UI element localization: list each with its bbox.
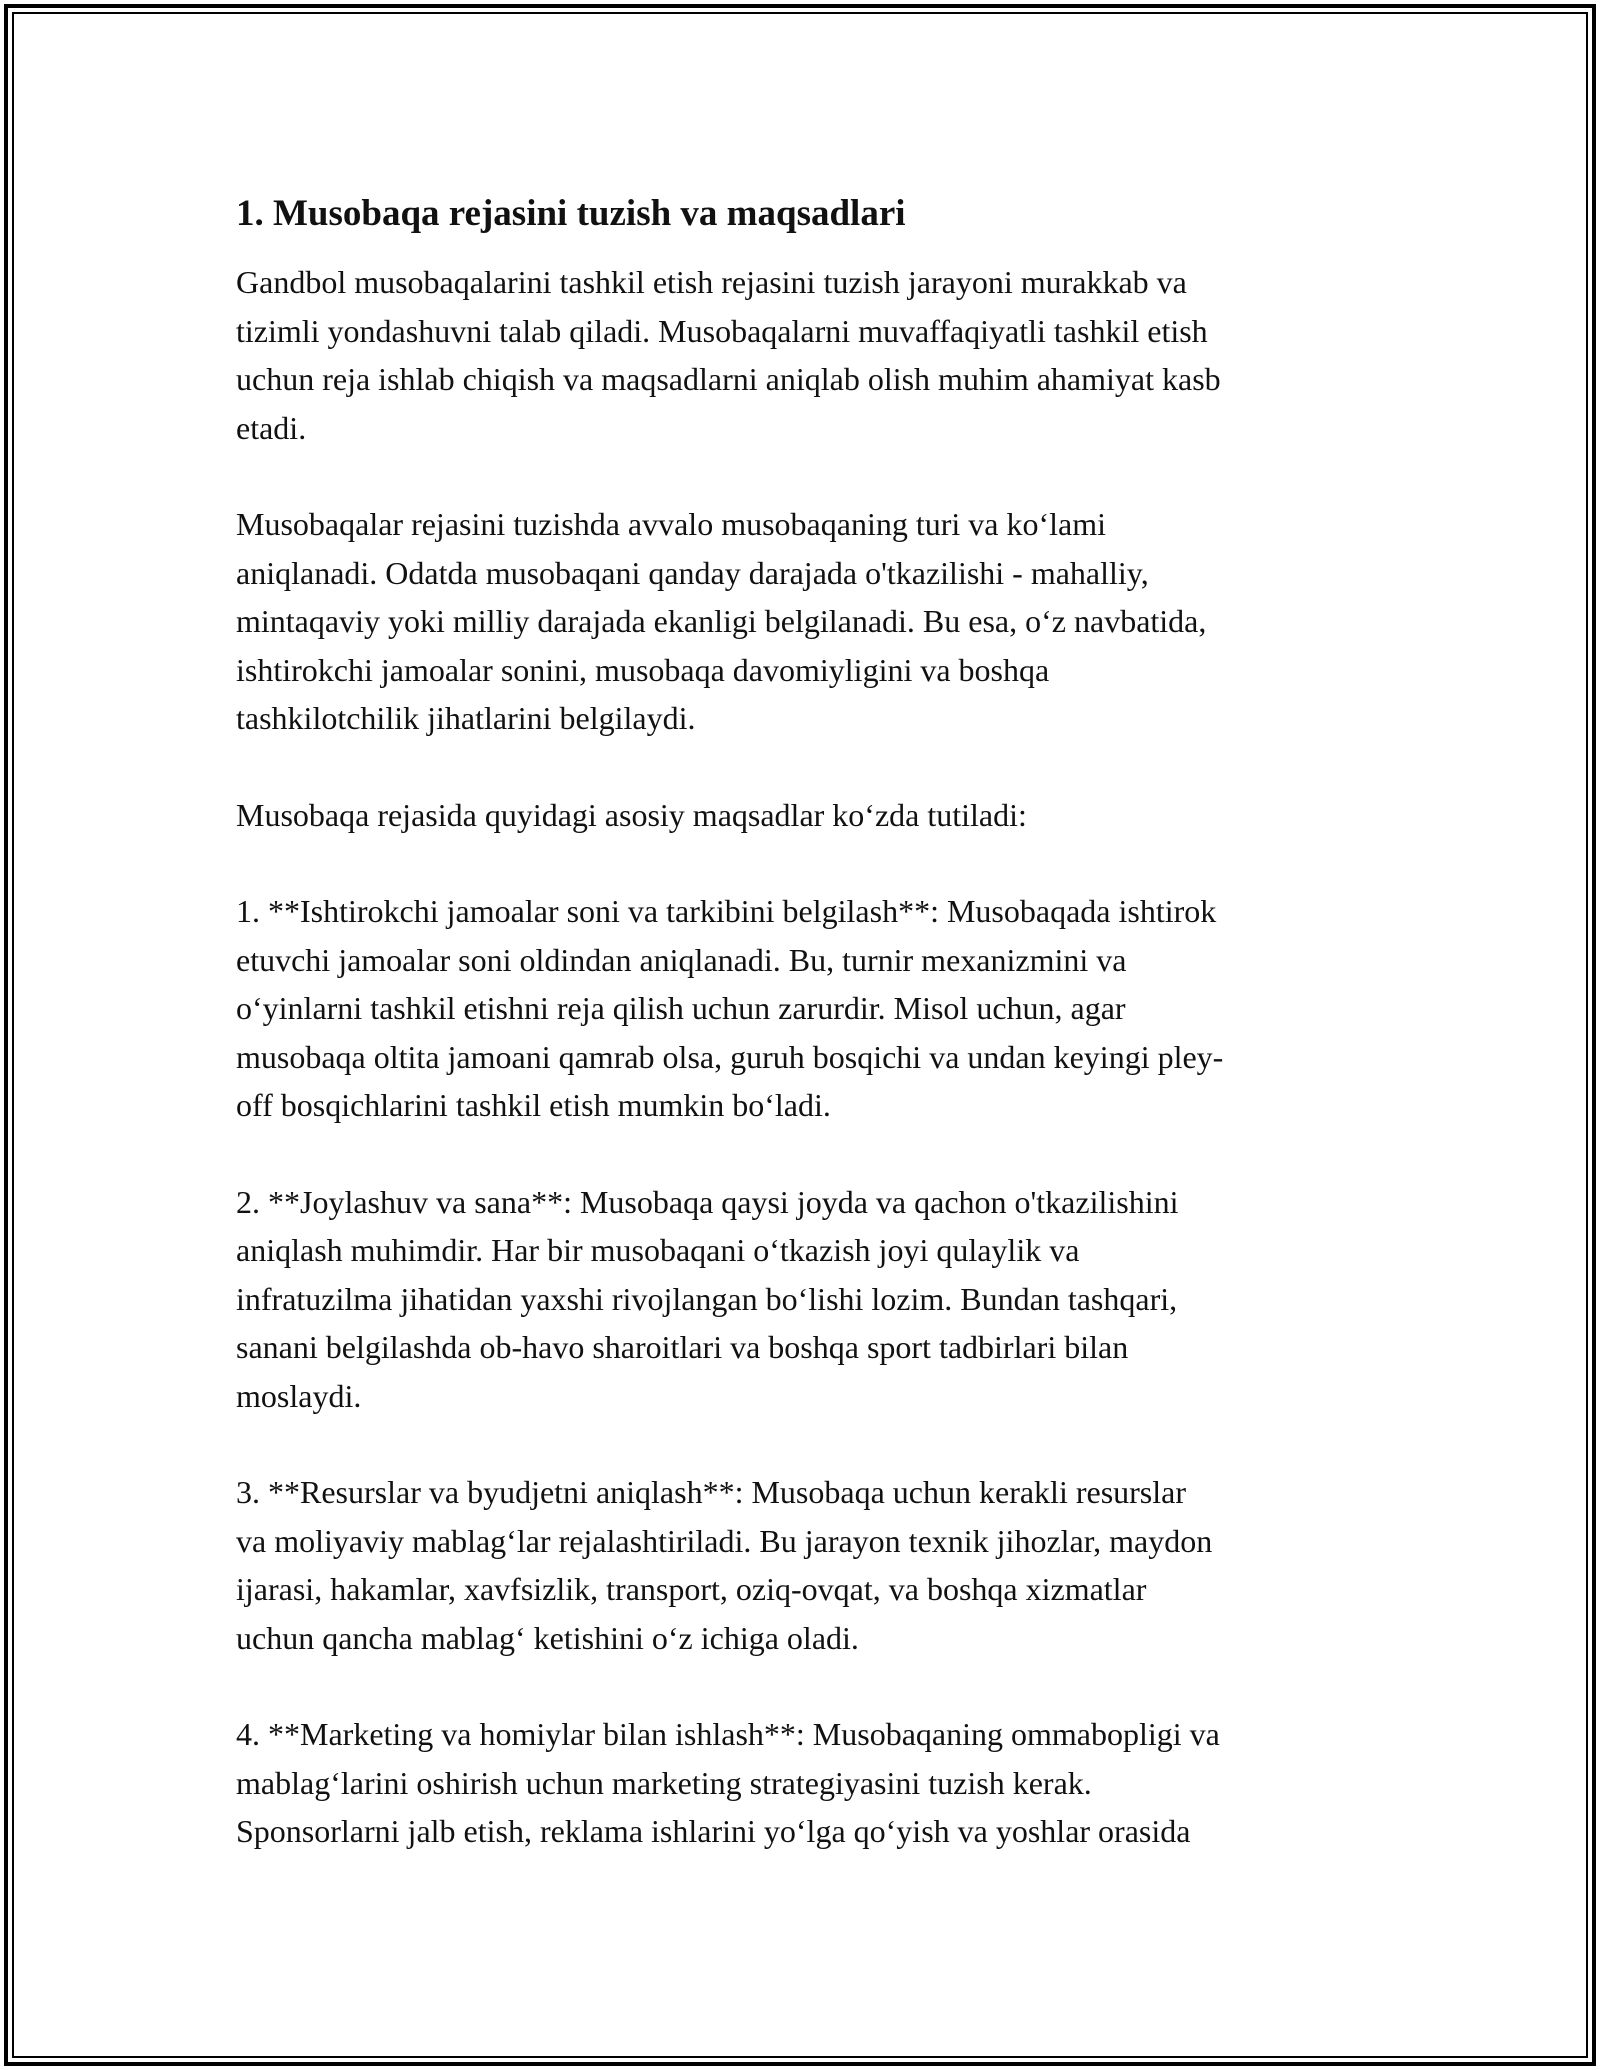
- paragraph-intro: Gandbol musobaqalarini tashkil etish rejasini tuzish jarayoni murakkab va tizimli yondashuvni talab qiladi. Musobaqalarni muvaffaqiyatli tashkil etish uchun reja ishlab chiqish va maqsadlarni aniqlab olish muhim ahamiyat kasb etadi.: [236, 264, 1221, 446]
- paragraph-goals-intro: Musobaqa rejasida quyidagi asosiy maqsadlar ko‘zda tutiladi:: [236, 796, 1027, 833]
- section-heading: 1. Musobaqa rejasini tuzish va maqsadlari: [236, 193, 906, 234]
- list-item-location-date: 2. **Joylashuv va sana**: Musobaqa qaysi joyda va qachon o'tkazilishini aniqlash muhimdir. Har bir musobaqani o‘tkazish joyi qulaylik va infratuzilma jihatidan yaxshi rivojlangan bo‘lishi lozim. Bundan tashqari, sanani belgilashda ob-havo sharoitlari va boshqa sport tadbirlari bilan moslaydi.: [236, 1183, 1179, 1414]
- paragraph-scope: Musobaqalar rejasini tuzishda avvalo musobaqaning turi va ko‘lami aniqlanadi. Odatda musobaqani qanday darajada o'tkazilishi - mahalliy, mintaqaviy yoki milliy darajada ekanligi belgilanadi. Bu esa, o‘z navbatida, ishtirokchi jamoalar sonini, musobaqa davomiyligini va boshqa tashkilotchilik jihatlarini belgilaydi.: [236, 506, 1207, 736]
- document-body: [236, 190, 1376, 1856]
- list-item-resources-budget: 3. **Resurslar va byudjetni aniqlash**: Musobaqa uchun kerakli resurslar va moliyaviy mablag‘lar rejalashtiriladi. Bu jarayon texnik jihozlar, maydon ijarasi, hakamlar, xavfsizlik, transport, oziq-ovqat, va boshqa xizmatlar uchun qancha mablag‘ ketishini o‘z ichiga oladi.: [236, 1474, 1213, 1656]
- list-item-marketing: 4. **Marketing va homiylar bilan ishlash**: Musobaqaning ommabopligi va mablag‘larini oshirish uchun marketing strategiyasini tuzish kerak. Sponsorlarni jalb etish, reklama ishlarini yo‘lga qo‘yish va yoshlar orasida: [236, 1716, 1220, 1849]
- list-item-teams: 1. **Ishtirokchi jamoalar soni va tarkibini belgilash**: Musobaqada ishtirok etuvchi jamoalar soni oldindan aniqlanadi. Bu, turnir mexanizmini va o‘yinlarni tashkil etishni reja qilish uchun zarurdir. Misol uchun, agar musobaqa oltita jamoani qamrab olsa, guruh bosqichi va undan keyingi pley- off bosqichlarini tashkil etish mumkin bo‘ladi.: [236, 893, 1224, 1123]
